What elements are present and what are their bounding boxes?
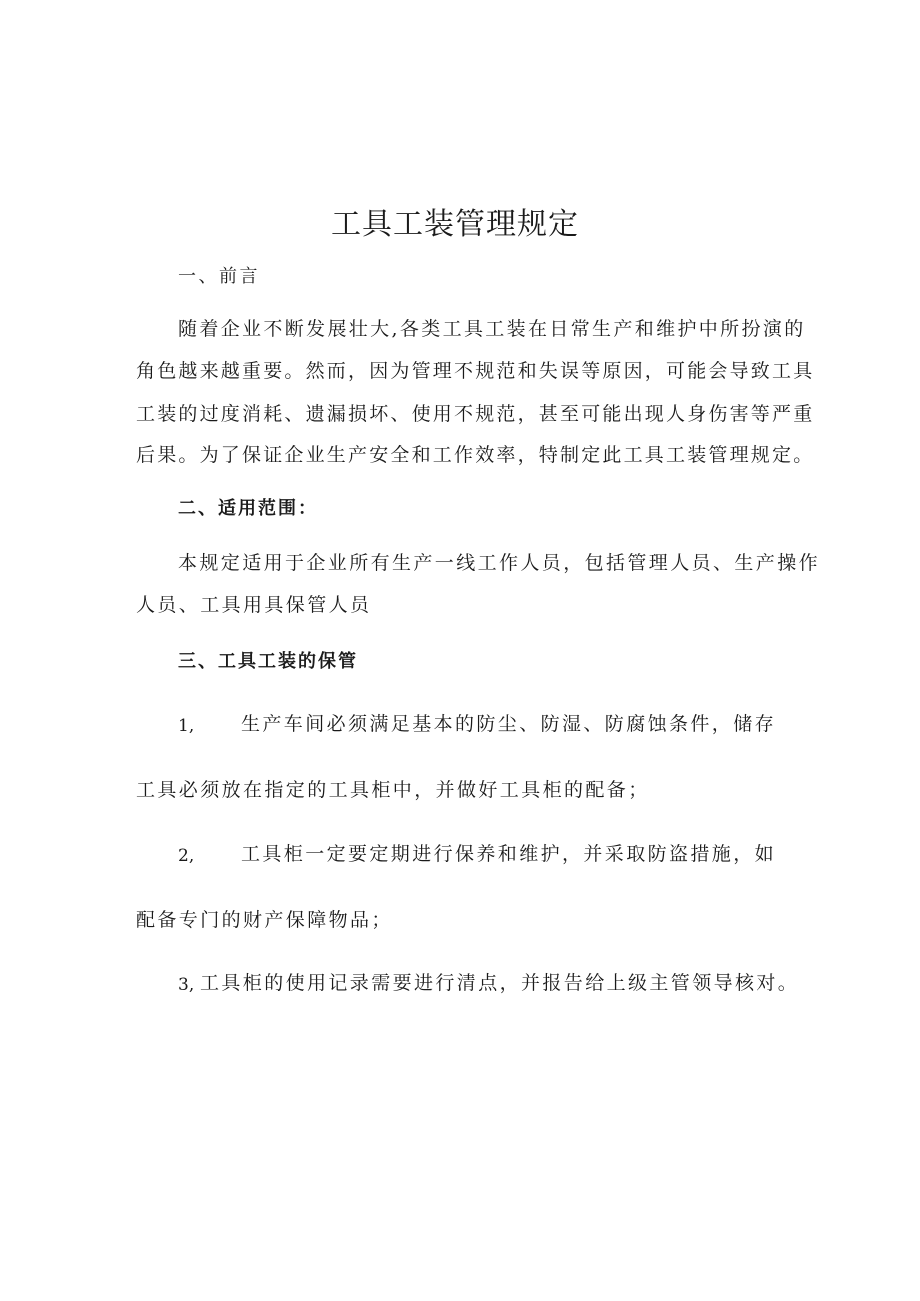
- list-item-text: 工具柜一定要定期进行保养和维护，并采取防盗措施，如: [241, 843, 777, 865]
- section-heading-preface: 一、前言: [178, 266, 260, 287]
- list-item-text-continued: 工具必须放在指定的工具柜中，并做好工具柜的配备；: [136, 779, 650, 801]
- list-item-text: 工具柜的使用记录需要进行清点，并报告给上级主管领导核对。: [200, 972, 800, 994]
- section-heading-storage: 三、工具工装的保管: [178, 651, 358, 672]
- paragraph-line: 本规定适用于企业所有生产一线工作人员，包括管理人员、生产操作: [178, 552, 821, 574]
- paragraph-line: 工装的过度消耗、遗漏损坏、使用不规范，甚至可能出现人身伤害等严重: [136, 403, 815, 425]
- paragraph-line: 角色越来越重要。然而，因为管理不规范和失误等原因，可能会导致工具: [136, 360, 815, 382]
- paragraph-line: 后果。为了保证企业生产安全和工作效率，特制定此工具工装管理规定。: [136, 444, 815, 466]
- list-item-text-continued: 配备专门的财产保障物品；: [136, 909, 393, 931]
- list-item-text: 生产车间必须满足基本的防尘、防湿、防腐蚀条件，储存: [241, 713, 777, 735]
- list-item-number: 2,: [178, 846, 195, 866]
- list-item-number: 3,: [178, 975, 195, 995]
- paragraph-line: 随着企业不断发展壮大,各类工具工装在日常生产和维护中所扮演的: [178, 318, 806, 340]
- paragraph-line: 人员、工具用具保管人员: [136, 594, 372, 616]
- list-item-number: 1,: [178, 716, 195, 736]
- section-heading-scope: 二、适用范围：: [178, 498, 318, 519]
- document-title: 工具工装管理规定: [331, 207, 579, 242]
